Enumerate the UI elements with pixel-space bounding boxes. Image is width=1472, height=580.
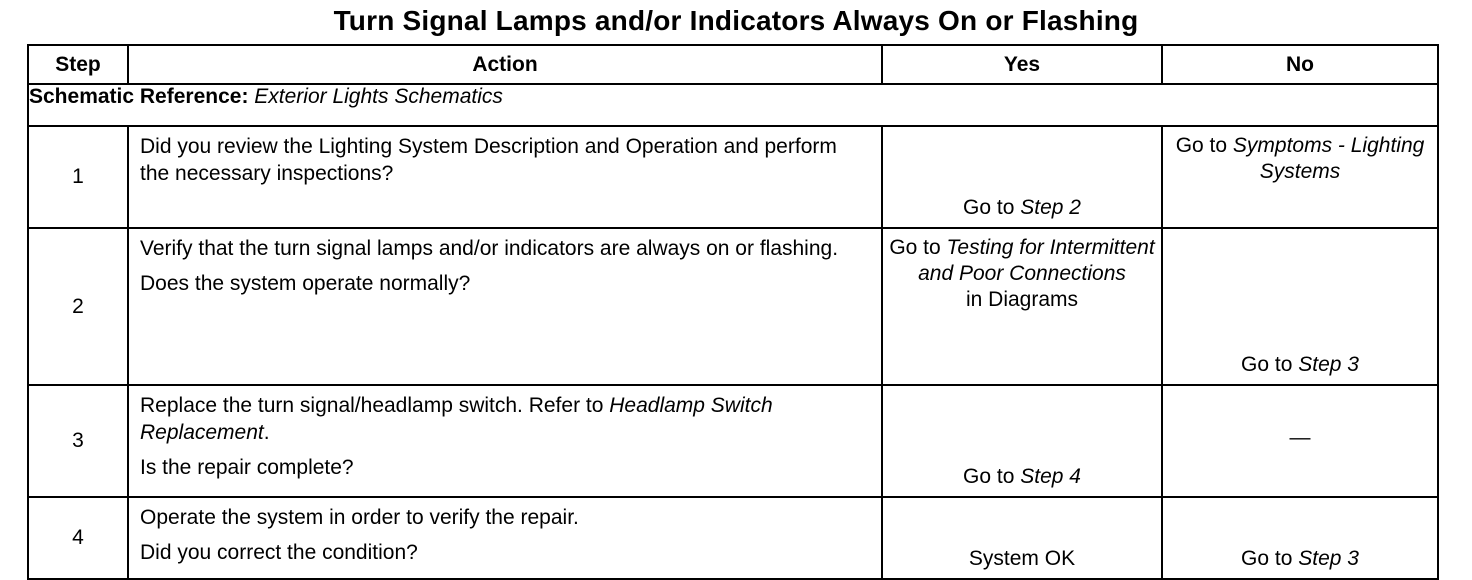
action-link[interactable]: Headlamp Switch Replacement: [140, 394, 773, 444]
action-text-suffix: .: [263, 421, 270, 444]
no-prefix: Go to: [1241, 353, 1299, 376]
yes-link[interactable]: Step 2: [1020, 196, 1081, 219]
action-cell: [128, 126, 882, 228]
header-row: [28, 45, 1438, 84]
yes-result: [883, 229, 1161, 313]
action-text: [140, 392, 869, 446]
action-text: Did you review the Lighting System Description and Operation and perform the necessary inspections?: [140, 135, 837, 185]
diagnostic-table: [27, 44, 1439, 580]
table-row: [28, 497, 1438, 579]
schematic-reference-link[interactable]: Exterior Lights Schematics: [254, 85, 503, 108]
action-text: Verify that the turn signal lamps and/or indicators are always on or flashing.: [140, 237, 839, 260]
action-question: Did you correct the condition?: [140, 541, 418, 564]
action-cell: [128, 497, 882, 579]
action-question: Is the repair complete?: [140, 456, 354, 479]
table-row: [28, 385, 1438, 497]
no-link[interactable]: Symptoms - Lighting Systems: [1232, 134, 1425, 183]
table-row: [28, 126, 1438, 228]
no-result: [1163, 546, 1437, 572]
action-text: Operate the system in order to verify the repair.: [140, 506, 579, 529]
yes-cell: [882, 228, 1162, 385]
header-step: Step: [28, 45, 128, 84]
action-question: Does the system operate normally?: [140, 272, 471, 295]
schematic-reference-row: [28, 84, 1438, 126]
yes-prefix: Go to: [963, 465, 1021, 488]
table-row: [28, 228, 1438, 385]
no-prefix: Go to: [1241, 547, 1299, 570]
yes-prefix: Go to: [889, 236, 947, 259]
no-link[interactable]: Step 3: [1298, 547, 1359, 570]
no-prefix: Go to: [1175, 134, 1233, 157]
yes-suffix: in Diagrams: [965, 288, 1079, 311]
action-text-prefix: Replace the turn signal/headlamp switch. Refer to: [140, 394, 610, 417]
yes-cell: [882, 126, 1162, 228]
action-cell: [128, 228, 882, 385]
yes-cell: [882, 385, 1162, 497]
step-number: 2: [28, 228, 128, 385]
no-result: [1163, 127, 1437, 185]
no-result: —: [1289, 426, 1311, 450]
no-cell: [1162, 126, 1438, 228]
document-title: Turn Signal Lamps and/or Indicators Always On or Flashing: [333, 5, 1139, 36]
no-result: [1163, 352, 1437, 378]
header-action: Action: [128, 45, 882, 84]
no-cell: [1162, 385, 1438, 497]
no-link[interactable]: Step 3: [1298, 353, 1359, 376]
no-cell: [1162, 228, 1438, 385]
step-number: 1: [28, 126, 128, 228]
yes-prefix: Go to: [963, 196, 1021, 219]
schematic-reference-label: Schematic Reference:: [29, 85, 249, 108]
yes-result: System OK: [968, 547, 1076, 570]
yes-cell: [882, 497, 1162, 579]
step-number: 4: [28, 497, 128, 579]
step-number: 3: [28, 385, 128, 497]
header-no: No: [1162, 45, 1438, 84]
yes-link[interactable]: Testing for Intermittent and Poor Connections: [918, 236, 1155, 285]
yes-result: [883, 195, 1161, 221]
header-yes: Yes: [882, 45, 1162, 84]
action-cell: [128, 385, 882, 497]
schematic-reference-cell: [28, 84, 1438, 126]
no-cell: [1162, 497, 1438, 579]
yes-link[interactable]: Step 4: [1020, 465, 1081, 488]
yes-result: [883, 464, 1161, 490]
